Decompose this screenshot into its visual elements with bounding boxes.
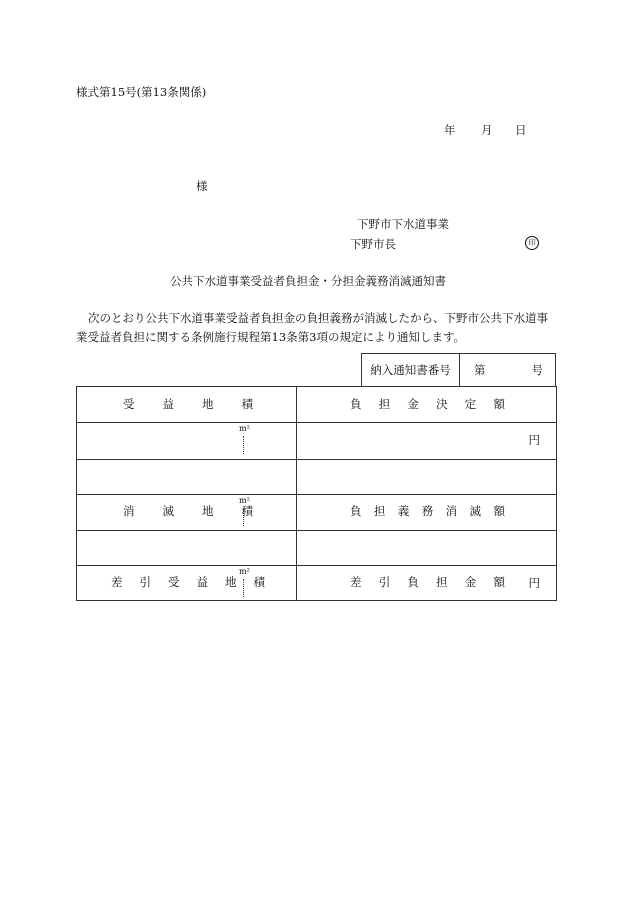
date-month: 月 <box>481 123 493 137</box>
issuer-name: 下野市長 <box>350 237 396 251</box>
label-char: 額 <box>493 575 505 589</box>
table-rule <box>77 422 556 423</box>
label-char: 益 <box>162 397 174 411</box>
label-char: 負 <box>350 397 362 411</box>
label-char: 金 <box>464 575 477 589</box>
label-char: 金 <box>407 397 419 411</box>
table-rule <box>77 565 556 566</box>
decimal-dotted-line <box>243 579 244 597</box>
body-text: 次のとおり公共下水道事業受益者負担金の負担義務が消滅したから、下野市公共下水道事業受益者負担に関する条例施行規程第13条第3項の規定により通知します。 <box>76 311 548 344</box>
label-char: 受 <box>123 397 135 411</box>
decimal-dotted-line <box>243 436 244 454</box>
label-char: 負 <box>407 575 419 589</box>
label-char: 担 <box>378 397 391 411</box>
label-char: 義 <box>397 504 410 518</box>
row-2-amount-label <box>350 503 505 519</box>
label-char: 滅 <box>469 504 482 518</box>
label-char: 定 <box>464 397 477 411</box>
label-char: 積 <box>253 575 265 589</box>
row-2-area-label <box>123 503 253 519</box>
table-rule <box>77 494 556 495</box>
decimal-dotted-line <box>243 508 244 526</box>
square-meter-unit: m² <box>239 567 250 576</box>
notice-number-box <box>361 353 556 386</box>
label-char: 引 <box>378 575 391 589</box>
label-char: 地 <box>225 575 237 589</box>
square-meter-unit: m² <box>239 424 250 433</box>
label-char: 地 <box>202 397 214 411</box>
seal-mark: 印 <box>525 236 539 250</box>
label-char: 積 <box>241 504 253 518</box>
yen-unit: 円 <box>528 576 540 590</box>
document-title: 公共下水道事業受益者負担金・分担金義務消滅通知書 <box>170 274 446 288</box>
label-char: 決 <box>436 397 448 411</box>
label-char: 積 <box>241 397 253 411</box>
label-char: 額 <box>493 397 505 411</box>
notice-number-label: 納入通知書番号 <box>362 354 460 386</box>
yen-unit: 円 <box>528 433 540 447</box>
label-char: 差 <box>111 575 123 589</box>
row-1-area-label <box>123 396 253 412</box>
label-char: 務 <box>421 504 434 518</box>
label-char: 担 <box>373 504 386 518</box>
label-char: 地 <box>202 504 214 518</box>
label-char: 消 <box>445 504 458 518</box>
date-day: 日 <box>515 123 527 137</box>
label-char: 滅 <box>162 504 174 518</box>
issuer-organization: 下野市下水道事業 <box>357 217 449 231</box>
row-3-amount-label <box>350 574 505 590</box>
label-char: 引 <box>139 575 151 589</box>
label-char: 負 <box>350 504 362 518</box>
label-char: 額 <box>493 504 505 518</box>
notice-number-field <box>460 354 555 386</box>
burden-table <box>76 386 557 601</box>
square-meter-unit: m² <box>239 496 250 505</box>
table-rule <box>77 459 556 460</box>
row-1-amount-label <box>350 396 505 412</box>
label-char: 消 <box>123 504 135 518</box>
label-char: 差 <box>350 575 362 589</box>
notice-number-go: 号 <box>531 363 543 377</box>
label-char: 受 <box>168 575 180 589</box>
form-number: 様式第15号(第13条関係) <box>76 85 207 99</box>
date-year: 年 <box>444 123 456 137</box>
addressee-suffix: 様 <box>196 179 208 193</box>
label-char: 益 <box>196 575 208 589</box>
row-3-area-label <box>111 574 265 590</box>
notice-number-dai: 第 <box>474 363 486 377</box>
table-rule <box>77 530 556 531</box>
label-char: 担 <box>436 575 448 589</box>
